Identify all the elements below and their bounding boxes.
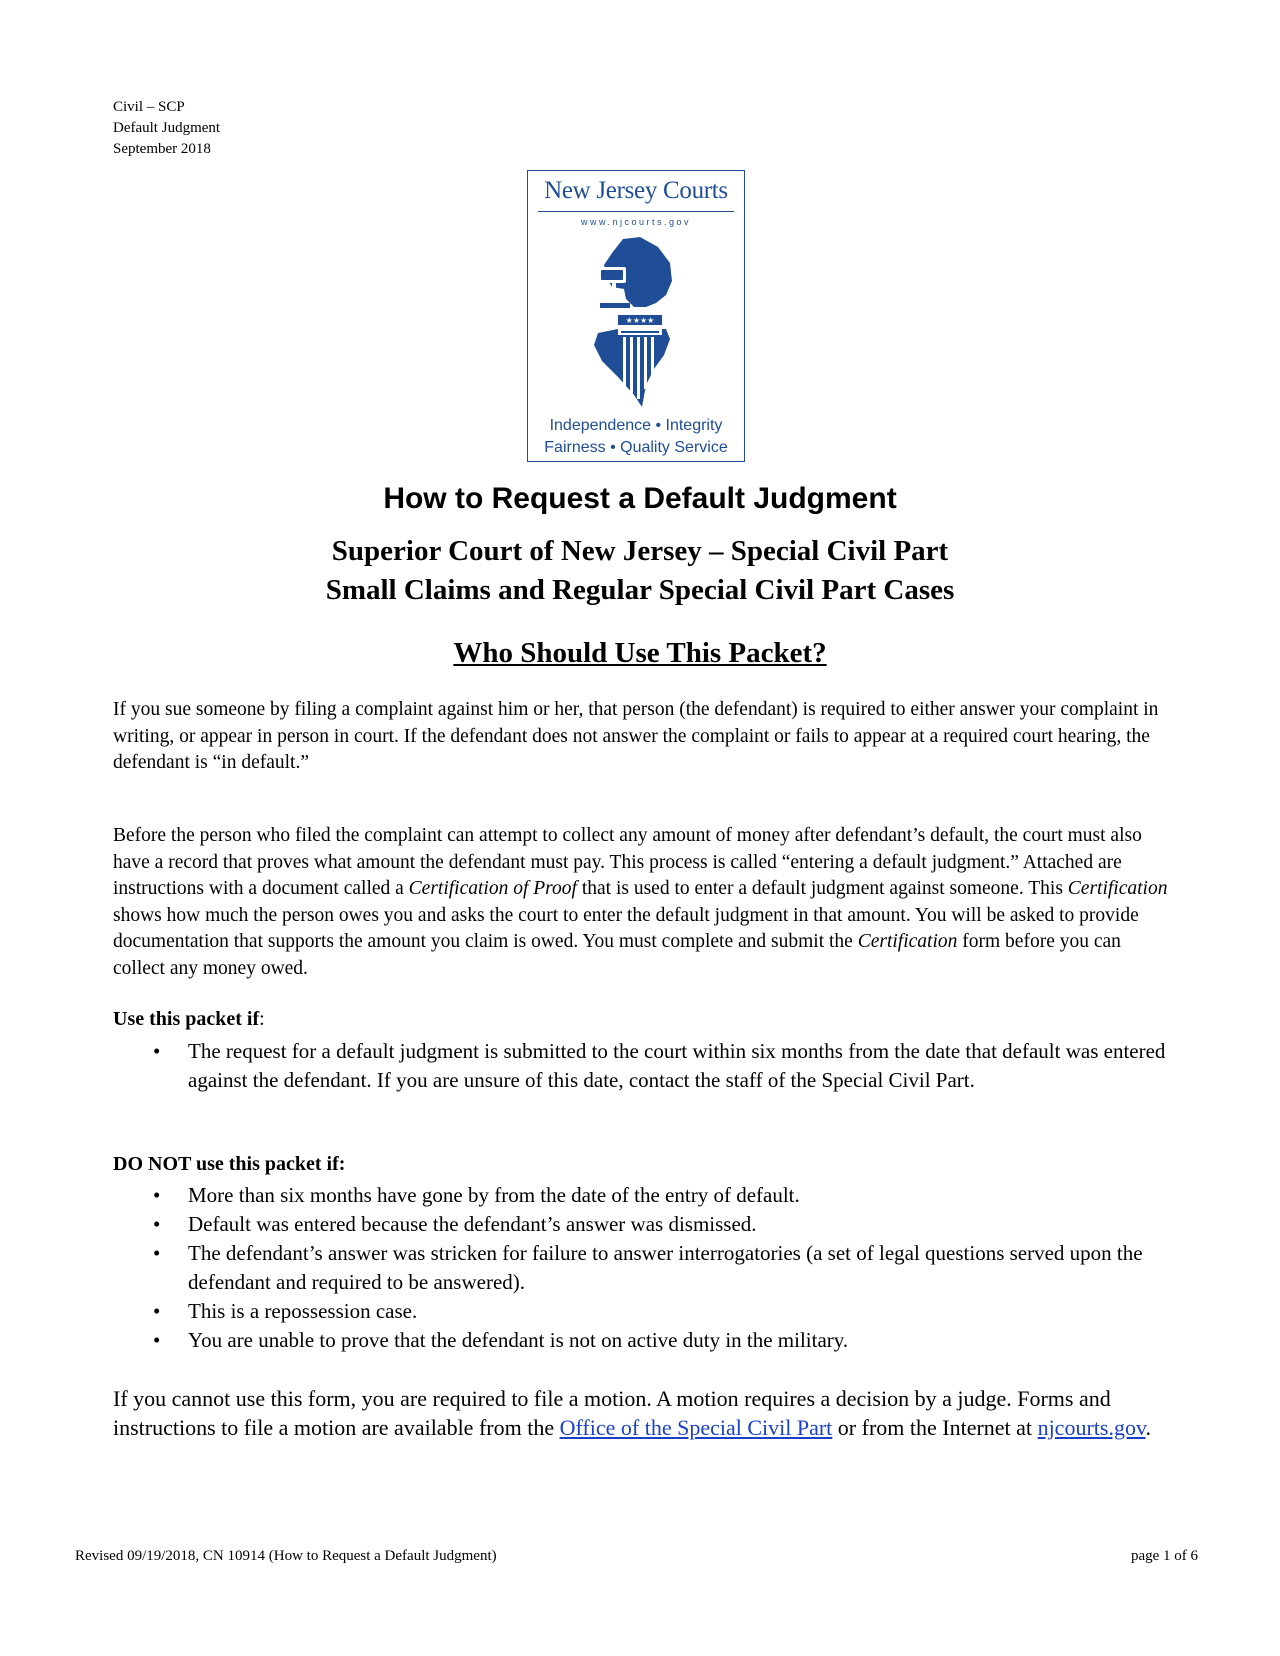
intro-paragraph: If you sue someone by filing a complaint against him or her, that person (the defendant) is required to either answer your complaint in writing, or appear in person in court. If the defendant does not answer the complaint or fails to appear at a required court hearing, the defendant is “in default.” <box>113 699 1159 773</box>
nj-map-column-icon <box>588 237 688 409</box>
use-if-label-text: Use this packet if <box>113 1008 260 1030</box>
paragraph-text: If you cannot use this form, you are required to file a motion. A motion requires a decision by a judge. Forms and instructions to file a motion are available from the <box>113 1386 1111 1440</box>
logo-motto-line-2: Fairness • Quality Service <box>544 439 728 456</box>
logo-brand: New Jersey Courts <box>544 177 728 204</box>
list-item: • The request for a default judgment is submitted to the court within six months from the date that default was entered against the defendant. If you are unsure of this date, contact the staff of the Special Civil Part. <box>113 1037 1173 1095</box>
subtitle-line-2: Small Claims and Regular Special Civil Part Cases <box>325 574 955 606</box>
header-meta-line-3: September 2018 <box>113 141 211 157</box>
list-item: • This is a repossession case. <box>113 1297 1173 1326</box>
paragraph-text: shows how much the person owes you and asks the court to enter the default judgment in that amount. You will be asked to provide documentation that supports the amount you claim is owed. You must complete and submit the <box>113 904 1139 952</box>
header-meta-line-1: Civil – SCP <box>113 99 185 115</box>
do-not-use-list <box>113 1181 1173 1355</box>
header-meta-line-2: Default Judgment <box>113 120 221 136</box>
use-if-label-colon: : <box>259 1008 265 1030</box>
logo-rule <box>538 211 734 212</box>
list-item: • Default was entered because the defendant’s answer was dismissed. <box>113 1210 1173 1239</box>
section-heading: Who Should Use This Packet? <box>453 637 827 669</box>
subtitle-line-1: Superior Court of New Jersey – Special Civil Part <box>331 535 949 567</box>
list-item: • You are unable to prove that the defendant is not on active duty in the military. <box>113 1326 1173 1355</box>
paragraph-text: form before you can collect any money owed. <box>113 931 1121 979</box>
do-not-use-label: DO NOT use this packet if: <box>113 1153 346 1175</box>
logo-motto-line-1: Independence • Integrity <box>549 417 723 434</box>
logo-url: www.njcourts.gov <box>580 217 692 227</box>
certification-of-proof-term: Certification of Proof <box>408 878 577 899</box>
paragraph-text: that is used to enter a default judgment against someone. This <box>576 878 1068 899</box>
list-item: • The defendant’s answer was stricken for failure to answer interrogatories (a set of legal questions served upon the defendant and required to be answered). <box>113 1239 1173 1297</box>
nj-courts-logo <box>527 170 745 462</box>
office-special-civil-part-link[interactable]: Office of the Special Civil Part <box>559 1415 833 1440</box>
closing-paragraph <box>113 1384 1193 1442</box>
list-item: • More than six months have gone by from the date of the entry of default. <box>113 1181 1173 1210</box>
paragraph-text: . <box>1145 1415 1152 1440</box>
certification-term: Certification <box>857 931 958 952</box>
use-if-list <box>113 1037 1173 1095</box>
logo-motto <box>528 415 744 459</box>
certification-term: Certification <box>1067 878 1168 899</box>
paragraph-text: Before the person who filed the complaint can attempt to collect any amount of money after defendant’s default, the court must also have a record that proves what amount the defendant must pay. This process is called “entering a default judgment.” Attached are instructions with a document called a <box>113 825 1142 899</box>
svg-text:★★★★: ★★★★ <box>625 316 655 325</box>
use-if-label <box>113 1008 265 1031</box>
document-title: How to Request a Default Judgment <box>383 482 897 515</box>
header-meta <box>113 97 220 160</box>
certification-paragraph <box>113 823 1173 982</box>
footer-revision: Revised 09/19/2018, CN 10914 (How to Request a Default Judgment) <box>75 1548 497 1564</box>
njcourts-gov-link[interactable]: njcourts.gov <box>1037 1415 1146 1440</box>
paragraph-text: or from the Internet at <box>832 1415 1038 1440</box>
footer-page-number: page 1 of 6 <box>1130 1548 1198 1564</box>
